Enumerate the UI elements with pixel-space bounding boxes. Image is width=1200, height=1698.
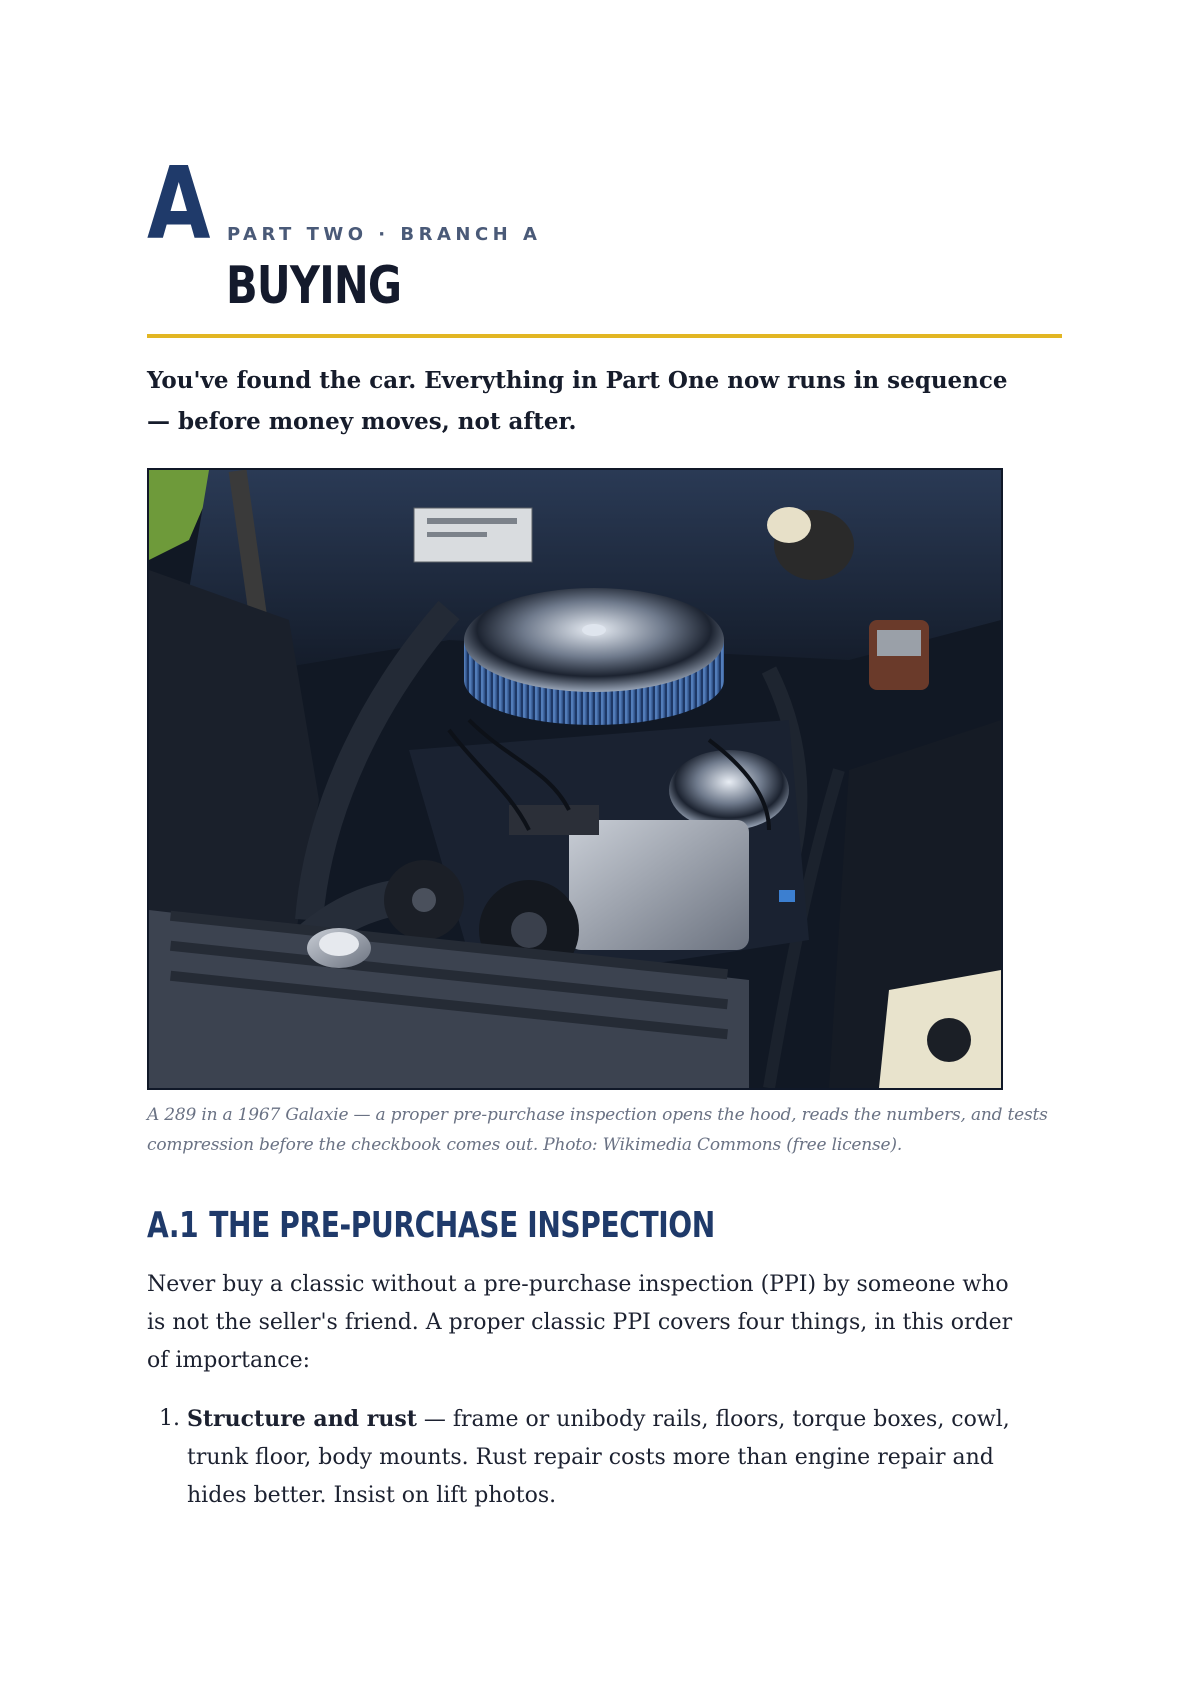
engine-bay-illustration — [149, 470, 1001, 1088]
chapter-title: BUYING — [226, 256, 402, 316]
section-title: THE PRE-PURCHASE INSPECTION — [209, 1205, 715, 1246]
header-rule — [147, 334, 1062, 338]
list-item-text: — frame or unibody rails, floors, torque boxes, cowl, trunk floor, body mounts. Rust repair costs more than engine repair and hides better. Insist on lift photos. — [187, 1407, 1010, 1508]
figure-caption: A 289 in a 1967 Galaxie — a proper pre-purchase inspection opens the hood, reads the numbers, and tests compression before the checkbook comes out. Photo: Wikimedia Commons (free license). — [147, 1105, 1048, 1155]
engine-bay-photo — [147, 468, 1003, 1090]
section-intro: Never buy a classic without a pre-purchase inspection (PPI) by someone who is not the seller's friend. A proper classic PPI covers four things, in this order of importance: — [147, 1272, 1013, 1373]
chapter-letter: A — [147, 145, 209, 262]
section-heading — [147, 1206, 715, 1246]
document-page — [147, 145, 1062, 1508]
section-number: A.1 — [147, 1205, 199, 1246]
part-label: PART TWO · BRANCH A — [227, 224, 542, 245]
lede-paragraph: You've found the car. Everything in Part One now runs in sequence — before money moves, not after. — [147, 367, 1008, 435]
list-marker: 1. — [159, 1406, 180, 1431]
list-item-term: Structure and rust — [187, 1406, 417, 1432]
list-item — [147, 1400, 1027, 1515]
inspection-list — [147, 1400, 1027, 1515]
chapter-header — [147, 145, 1062, 318]
